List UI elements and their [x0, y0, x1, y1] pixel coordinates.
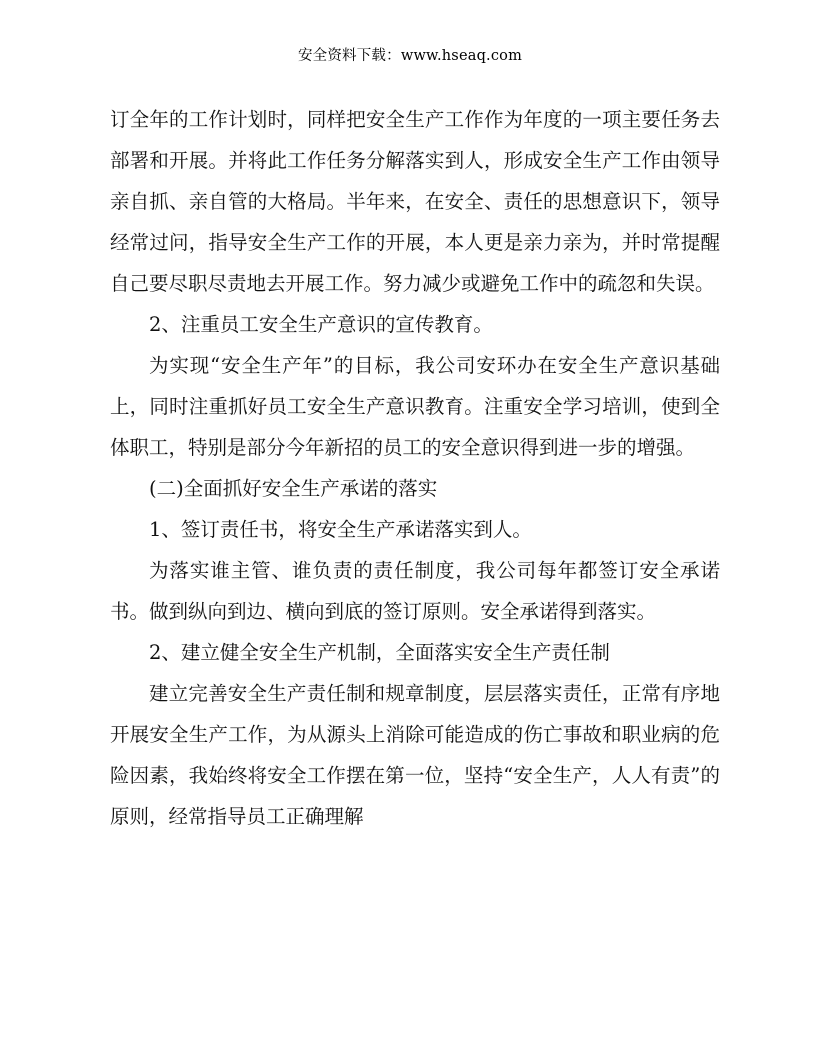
paragraph: 为实现“安全生产年”的目标，我公司安环办在安全生产意识基础上，同时注重抓好员工安全生产意识教育。注重安全学习培训，使到全体职工，特别是部分今年新招的员工的安全意识得到进一步的增强。	[110, 354, 720, 459]
page-watermark: 安全资料下载：www.hseaq.com	[297, 48, 523, 64]
paragraph: (二)全面抓好安全生产承诺的落实	[149, 477, 438, 500]
paragraph: 为落实谁主管、谁负责的责任制度，我公司每年都签订安全承诺 书。做到纵向到边、横向到底的签订原则。安全承诺得到落实。	[110, 559, 720, 623]
paragraph: 1、签订责任书，将安全生产承诺落实到人。	[149, 518, 532, 541]
paragraph: 订全年的工作计划时，同样把安全生产工作作为年度的一项主要任务去部署和开展。并将此工作任务分解落实到人，形成安全生产工作由领导亲自抓、亲自管的大格局。半年来，在安全、责任的思想意识下，领导经常过问，指导安全生产工作的开展，本人更是亲力亲为，并时常提醒自己要尽职尽责地去开展工作。努力减少或避免工作中的疏忽和失误。	[110, 108, 720, 295]
paragraph: 建立完善安全生产责任制和规章制度，层层落实责任，正常有序地开展安全生产工作，为从源头上消除可能造成的伤亡事故和职业病的危险因素，我始终将安全工作摆在第一位，坚持“安全生产，人人有责”的原则，经常指导员工正确理解	[110, 682, 720, 828]
paragraph: 2、建立健全安全生产机制，全面落实安全生产责任制	[149, 641, 610, 664]
paragraph: 2、注重员工安全生产意识的宣传教育。	[149, 313, 493, 336]
document-body	[110, 99, 720, 837]
